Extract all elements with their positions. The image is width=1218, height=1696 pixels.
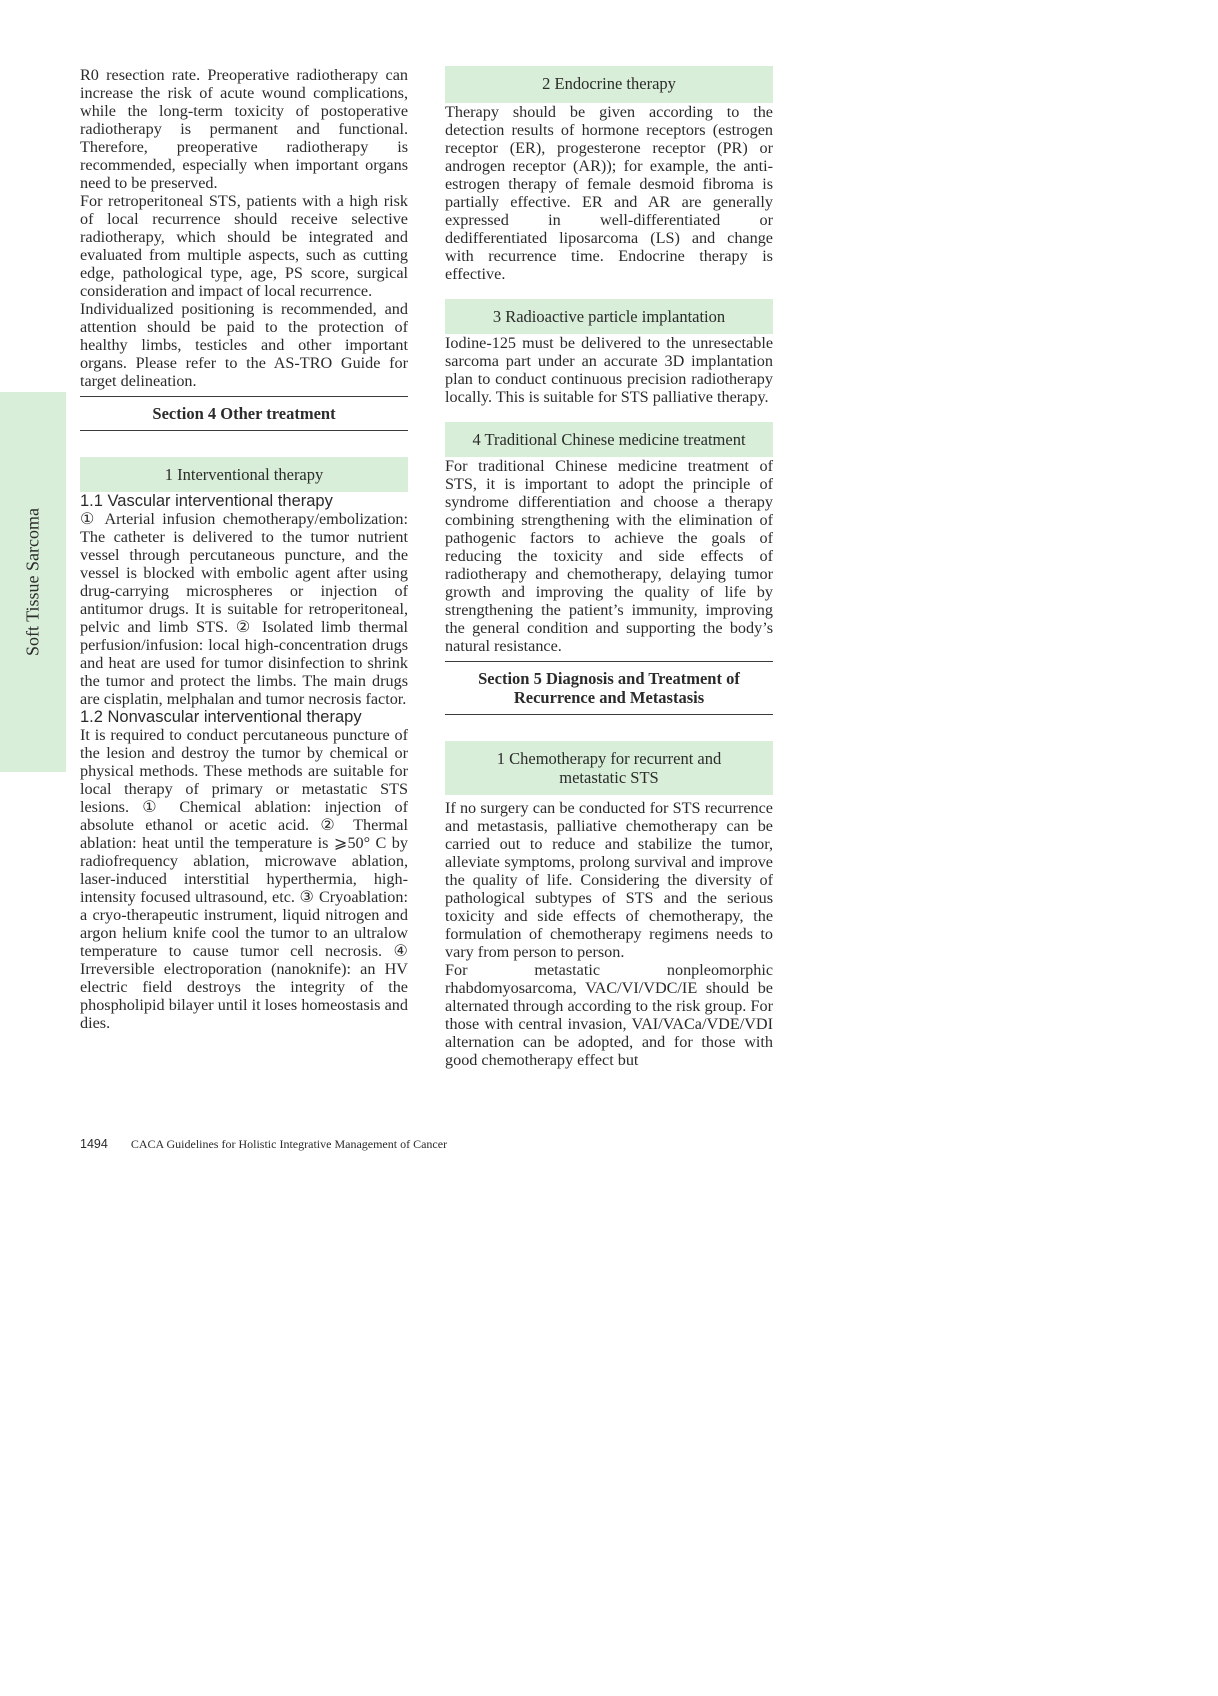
- vascular-interventional-subheading: 1.1 Vascular interventional therapy: [80, 492, 333, 510]
- side-tab-label: Soft Tissue Sarcoma: [22, 507, 43, 657]
- chemotherapy-heading-line-2: metastatic STS: [559, 768, 659, 787]
- paragraph-radioactive-particle: Iodine-125 must be delivered to the unresectable sarcoma part under an accurate 3D implantation plan to conduct continuous precision radiotherapy locally. This is suitable for STS palliative therapy.: [445, 334, 773, 406]
- chemotherapy-heading-line-1: 1 Chemotherapy for recurrent and: [496, 749, 722, 768]
- section-5-heading: [445, 661, 773, 715]
- page-number: 1494: [80, 1137, 108, 1151]
- paragraph-rhabdomyosarcoma: For metastatic nonpleomorphic rhabdomyosarcoma, VAC/VI/VDC/IE should be alternated through according to the risk group. For those with central invasion, VAI/VACa/VDE/VDI alternation can be adopted, and for those with good chemotherapy effect but: [445, 961, 773, 1069]
- side-tab: [0, 392, 66, 772]
- chemotherapy-recurrent-heading: [445, 741, 773, 795]
- paragraph-positioning: Individualized positioning is recommended, and attention should be paid to the protection of healthy limbs, testicles and other important organs. Please refer to the AS-TRO Guide for target delineation.: [80, 300, 408, 390]
- endocrine-therapy-heading: 2 Endocrine therapy: [445, 66, 773, 103]
- paragraph-traditional-chinese-medicine: For traditional Chinese medicine treatment of STS, it is important to adopt the principle of syndrome differentiation and choose a therapy combining strengthening with the elimination of pathogenic factors to achieve the goals of reducing the toxicity and side effects of radiotherapy and chemotherapy, delaying tumor growth and improving the quality of life by strengthening the patient’s immunity, improving the general condition and supporting the body’s natural resistance.: [445, 457, 773, 655]
- traditional-chinese-medicine-heading: 4 Traditional Chinese medicine treatment: [445, 422, 773, 457]
- paragraph-endocrine-therapy: Therapy should be given according to the detection results of hormone receptors (estrogen receptor (ER), progesterone receptor (PR) or androgen receptor (AR)); for example, the anti-estrogen therapy of female desmoid fibroma is partially effective. ER and AR are generally expressed in well-differentiated or dedifferentiated liposarcoma (LS) and change with recurrence time. Endocrine therapy is effective.: [445, 103, 773, 283]
- journal-title: CACA Guidelines for Holistic Integrative Management of Cancer: [130, 1137, 448, 1151]
- paragraph-palliative-chemotherapy: If no surgery can be conducted for STS recurrence and metastasis, palliative chemotherapy can be carried out to reduce and stabilize the tumor, alleviate symptoms, prolong survival and improve the quality of life. Considering the diversity of pathological subtypes of STS and the serious toxicity and side effects of chemotherapy, the formulation of chemotherapy regimens needs to vary from person to person.: [445, 799, 773, 961]
- paragraph-vascular-interventional: ① Arterial infusion chemotherapy/embolization: The catheter is delivered to the tumor nutrient vessel through percutaneous puncture, and the vessel is blocked with embolic agent after using drug-carrying microspheres or injection of antitumor drugs. It is suitable for retroperitoneal, pelvic and limb STS. ② Isolated limb thermal perfusion/infusion: local high-concentration drugs and heat are used for tumor disinfection to shrink the tumor and protect the limbs. The main drugs are cisplatin, melphalan and tumor necrosis factor.: [80, 510, 408, 708]
- section-4-heading: Section 4 Other treatment: [80, 396, 408, 431]
- paragraph-retroperitoneal: For retroperitoneal STS, patients with a high risk of local recurrence should receive selective radiotherapy, which should be integrated and evaluated from multiple aspects, such as cutting edge, pathological type, age, PS score, surgical consideration and impact of local recurrence.: [80, 192, 408, 300]
- left-column: [80, 66, 408, 1032]
- radioactive-particle-heading: 3 Radioactive particle implantation: [445, 299, 773, 334]
- section-5-heading-line-1: Section 5 Diagnosis and Treatment of: [478, 669, 740, 688]
- paragraph-nonvascular-interventional: It is required to conduct percutaneous puncture of the lesion and destroy the tumor by chemical or physical methods. These methods are suitable for local therapy of primary or metastatic STS lesions. ① Chemical ablation: injection of absolute ethanol or acetic acid. ② Thermal ablation: heat until the temperature is ⩾50° C by radiofrequency ablation, microwave ablation, laser-induced interstitial hyperthermia, high-intensity focused ultrasound, etc. ③ Cryoablation: a cryo-therapeutic instrument, liquid nitrogen and argon helium knife cool the tumor to an ultralow temperature to cause tumor cell necrosis. ④ Irreversible electroporation (nanoknife): an HV electric field destroys the integrity of the phospholipid bilayer until it loses homeostasis and dies.: [80, 726, 408, 1032]
- interventional-therapy-heading: 1 Interventional therapy: [80, 457, 408, 492]
- paragraph-radiotherapy-intro: R0 resection rate. Preoperative radiotherapy can increase the risk of acute wound complications, while the long-term toxicity of postoperative radiotherapy is permanent and functional. Therefore, preoperative radiotherapy is recommended, especially when important organs need to be preserved.: [80, 66, 408, 192]
- page-footer: [80, 1137, 447, 1152]
- section-5-heading-line-2: Recurrence and Metastasis: [513, 688, 705, 707]
- right-column: [445, 66, 773, 1069]
- nonvascular-interventional-subheading: 1.2 Nonvascular interventional therapy: [80, 708, 362, 726]
